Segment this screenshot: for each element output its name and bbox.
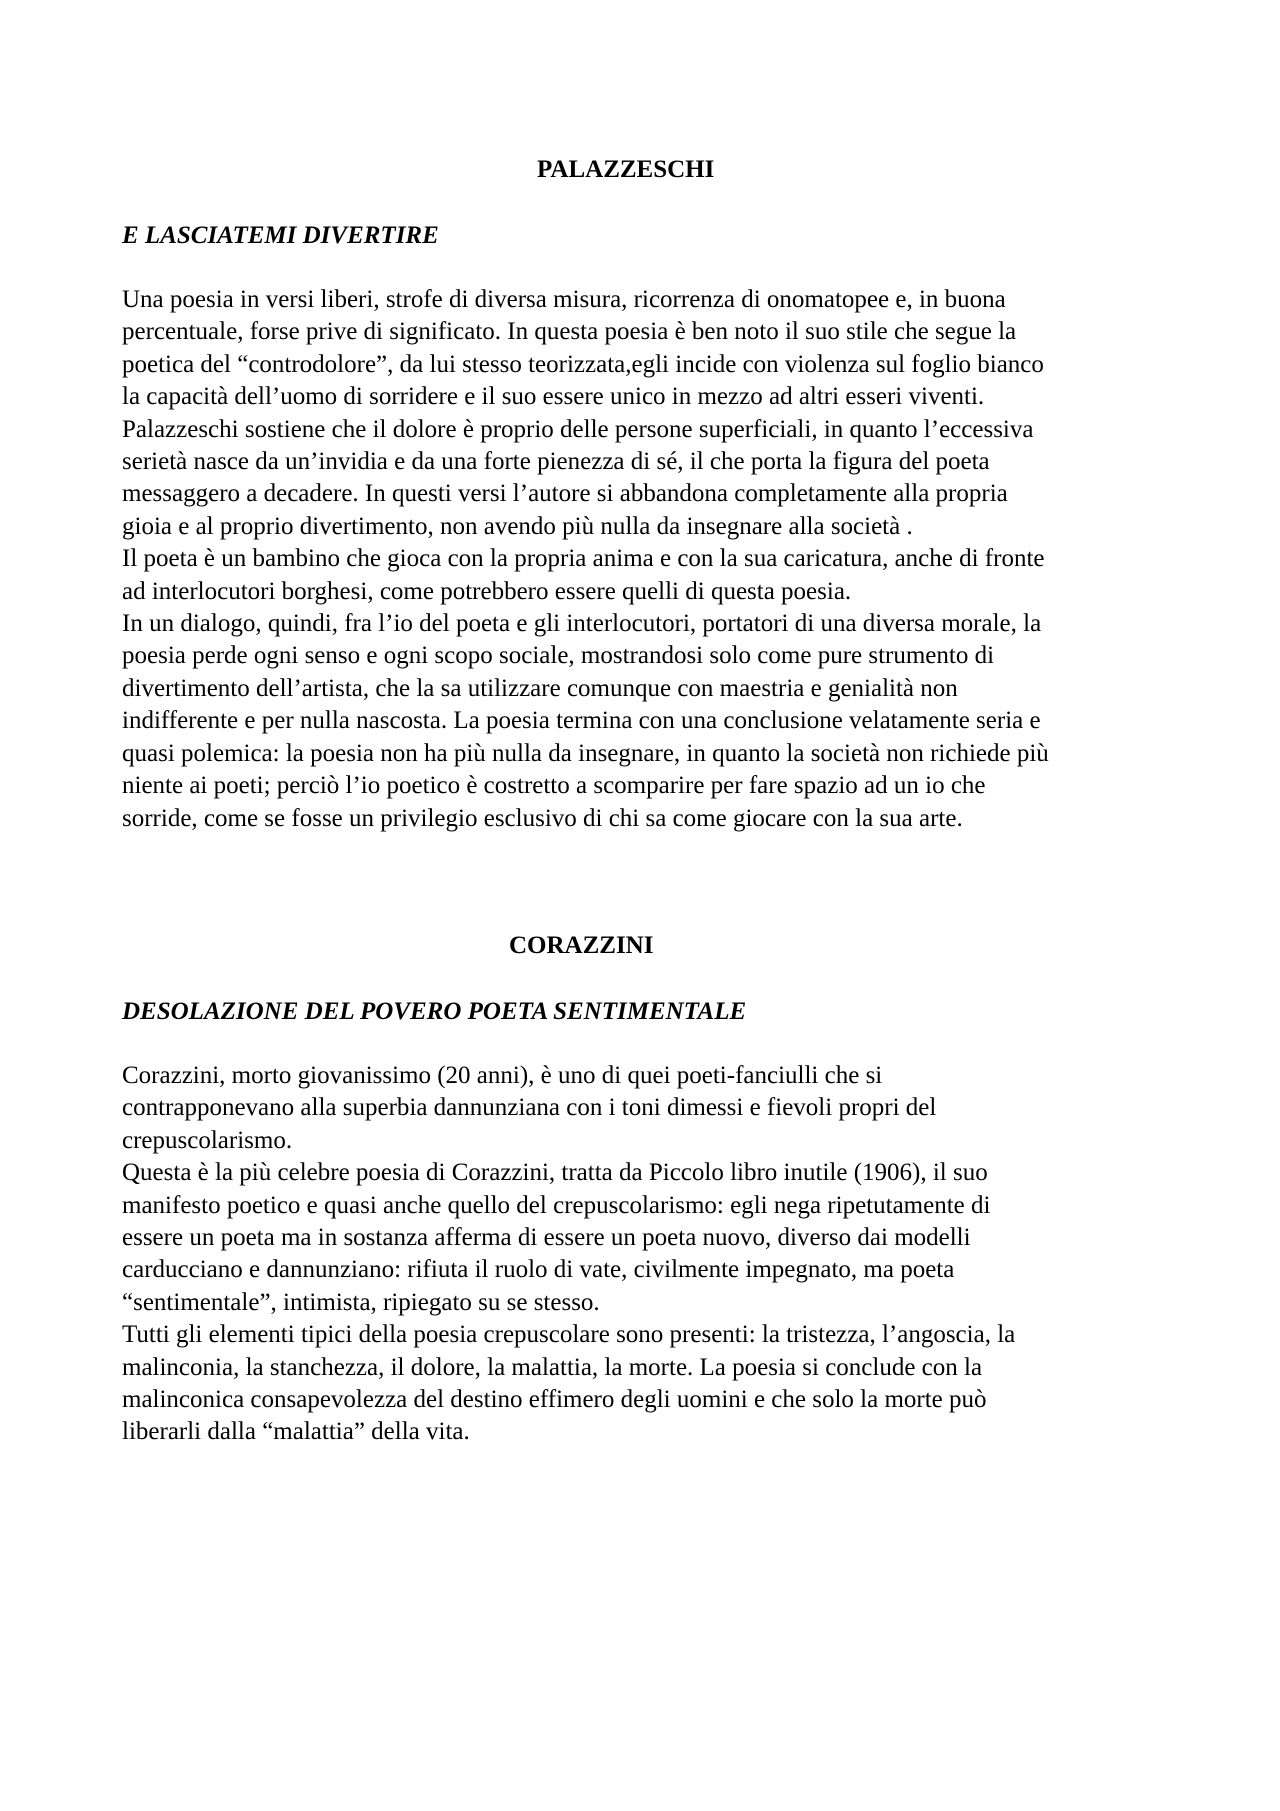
text-line: la capacità dell’uomo di sorridere e il suo essere unico in mezzo ad altri esseri viventi. [122,383,985,411]
text-line: contrapponevano alla superbia dannunziana con i toni dimessi e fievoli propri del [122,1094,937,1122]
section-corazzini [122,928,1182,1449]
body-text [122,284,1182,835]
author-heading: CORAZZINI [509,932,654,959]
text-line: niente ai poeti; perciò l’io poetico è costretto a scomparire per fare spazio ad un io che [122,772,986,800]
section-palazzeschi [122,152,1182,835]
text-line: malinconica consapevolezza del destino effimero degli uomini e che solo la morte può [122,1386,987,1414]
text-line: percentuale, forse prive di significato. In questa poesia è ben noto il suo stile che segue la [122,318,1017,346]
text-line: Corazzini, morto giovanissimo (20 anni), è uno di quei poeti-fanciulli che si [122,1062,883,1089]
poem-title: E LASCIATEMI DIVERTIRE [122,222,439,249]
text-line: Questa è la più celebre poesia di Corazzini, tratta da Piccolo libro inutile (1906), il suo [122,1159,988,1187]
text-line: liberarli dalla “malattia” della vita. [122,1418,470,1446]
text-line: ad interlocutori borghesi, come potrebbero essere quelli di questa poesia. [122,577,852,605]
text-line: gioia e al proprio divertimento, non avendo più nulla da insegnare alla società . [122,512,913,540]
text-line: indifferente e per nulla nascosta. La poesia termina con una conclusione velatamente seria e [122,707,1041,735]
text-line: essere un poeta ma in sostanza afferma di essere un poeta nuovo, diverso dai modelli [122,1224,971,1252]
text-line: carducciano e dannunziano: rifiuta il ruolo di vate, civilmente impegnato, ma poeta [122,1256,955,1284]
text-line: poesia perde ogni senso e ogni scopo sociale, mostrandosi solo come pure strumento di [122,642,995,670]
text-line: Palazzeschi sostiene che il dolore è proprio delle persone superficiali, in quanto l’eccessiva [122,415,1034,443]
text-line: “sentimentale”, intimista, ripiegato su se stesso. [122,1288,600,1316]
text-line: In un dialogo, quindi, fra l’io del poeta e gli interlocutori, portatori di una diversa morale, la [122,610,1042,638]
text-line: Una poesia in versi liberi, strofe di diversa misura, ricorrenza di onomatopee e, in buona [122,286,1006,313]
text-line: poetica del “controdolore”, da lui stesso teorizzata,egli incide con violenza sul foglio bianco [122,350,1044,378]
body-text [122,1060,1182,1449]
text-line: crepuscolarismo. [122,1126,293,1154]
text-line: messaggero a decadere. In questi versi l’autore si abbandona completamente alla propria [122,480,1008,508]
text-line: Il poeta è un bambino che gioca con la propria anima e con la sua caricatura, anche di fronte [122,545,1045,573]
text-line: manifesto poetico e quasi anche quello del crepuscolarismo: egli nega ripetutamente di [122,1191,991,1219]
text-line: quasi polemica: la poesia non ha più nulla da insegnare, in quanto la società non richiede più [122,739,1049,767]
text-line: Tutti gli elementi tipici della poesia crepuscolare sono presenti: la tristezza, l’angoscia, la [122,1321,1016,1349]
poem-title: DESOLAZIONE DEL POVERO POETA SENTIMENTALE [122,998,747,1025]
text-line: divertimento dell’artista, che la sa utilizzare comunque con maestria e genialità non [122,674,958,702]
text-line: serietà nasce da un’invidia e da una forte pienezza di sé, il che porta la figura del poeta [122,448,990,476]
text-line: malinconia, la stanchezza, il dolore, la malattia, la morte. La poesia si conclude con la [122,1353,983,1381]
text-line: sorride, come se fosse un privilegio esclusivo di chi sa come giocare con la sua arte. [122,804,963,832]
author-heading: PALAZZESCHI [537,156,715,183]
